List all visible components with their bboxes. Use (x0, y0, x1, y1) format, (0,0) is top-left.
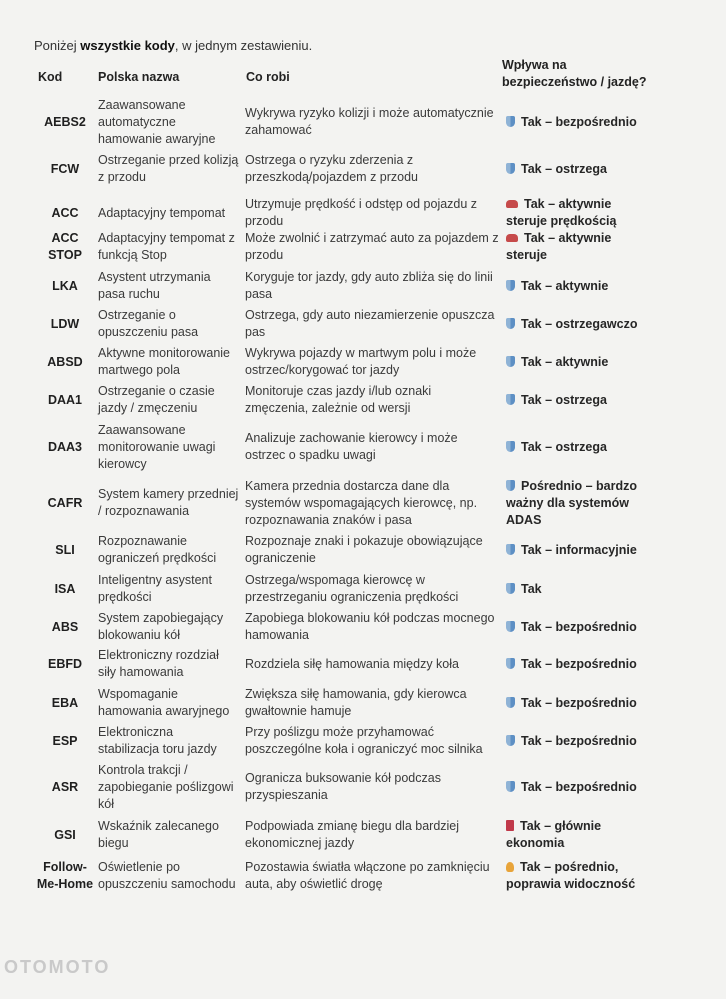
description-cell: Zapobiega blokowaniu kół podczas mocnego hamowania (245, 611, 495, 642)
code-cell: ACC STOP (48, 231, 82, 262)
description-cell: Pozostawia światła włączone po zamknięciu auta, aby oświetlić drogę (245, 860, 490, 891)
car-icon (506, 200, 518, 208)
description-cell: Podpowiada zmianę biegu dla bardziej ekonomicznej jazdy (245, 819, 460, 850)
description-cell: Kamera przednia dostarcza dane dla systemów wspomagających kierowcę, np. rozpoznawania znaków i pasa (245, 478, 478, 527)
polish-name-cell: Zaawansowane monitorowanie uwagi kierowcy (98, 422, 216, 471)
description-cell: Analizuje zachowanie kierowcy i może ostrzec o spadku uwagi (245, 431, 458, 462)
intro-text: Poniżej wszystkie kody, w jednym zestawieniu. (34, 38, 313, 53)
code-cell: AEBS2 (44, 114, 86, 129)
polish-name-cell: Wskaźnik zalecanego biegu (98, 819, 219, 850)
safety-impact-cell: Tak – bezpośrednio (506, 114, 656, 131)
safety-impact-cell: Tak – aktywnie steruje prędkością (506, 197, 617, 228)
safety-impact-cell: Tak – bezpośrednio (506, 619, 656, 636)
header-polska-nazwa: Polska nazwa (98, 70, 180, 84)
polish-name-cell: Ostrzeganie przed kolizją z przodu (98, 153, 239, 184)
safety-impact-cell: Tak – aktywnie (506, 354, 656, 371)
description-cell: Przy poślizgu może przyhamować poszczególne koła i ograniczyć moc silnika (245, 725, 483, 756)
safety-impact-cell: Tak – aktywnie steruje (506, 231, 612, 262)
car-icon (506, 234, 518, 242)
description-cell: Ostrzega o ryzyku zderzenia z przeszkodą/pojazdem z przodu (245, 153, 419, 184)
polish-name-cell: Inteligentny asystent prędkości (98, 573, 212, 604)
code-cell: ESP (52, 733, 78, 748)
description-cell: Ostrzega, gdy auto niezamierzenie opuszcza pas (245, 308, 495, 339)
description-cell: Koryguje tor jazdy, gdy auto zbliża się do linii pasa (245, 270, 493, 301)
safety-impact-cell: Tak – pośrednio, poprawia widoczność (506, 860, 636, 891)
code-cell: ISA (54, 581, 76, 596)
shield-icon (506, 441, 515, 452)
shield-icon (506, 280, 515, 291)
safety-impact-cell: Tak (506, 581, 656, 598)
safety-impact-cell: Tak – ostrzega (506, 161, 656, 178)
polish-name-cell: Elektroniczny rozdział siły hamowania (98, 648, 219, 679)
shield-icon (506, 697, 515, 708)
polish-name-cell: Adaptacyjny tempomat z funkcją Stop (98, 231, 235, 262)
polish-name-cell: Elektroniczna stabilizacja toru jazdy (98, 725, 217, 756)
code-cell: Follow- Me-Home (36, 860, 94, 891)
description-cell: Może zwolnić i zatrzymać auto za pojazdem z przodu (245, 231, 499, 262)
code-cell: DAA1 (47, 392, 83, 407)
header-kod: Kod (38, 70, 63, 84)
shield-icon (506, 544, 515, 555)
polish-name-cell: System kamery przedniej / rozpoznawania (98, 487, 239, 518)
shield-icon (506, 621, 515, 632)
polish-name-cell: Aktywne monitorowanie martwego pola (98, 346, 231, 377)
description-cell: Ogranicza buksowanie kół podczas przyspieszania (245, 771, 441, 802)
safety-impact-cell: Tak – bezpośrednio (506, 656, 656, 673)
fuel-icon (506, 820, 514, 831)
code-cell: LKA (52, 278, 78, 293)
code-cell: FCW (50, 161, 80, 176)
watermark: OTOMOTO (4, 957, 111, 977)
shield-icon (506, 318, 515, 329)
shield-icon (506, 583, 515, 594)
shield-icon (506, 116, 515, 127)
description-cell: Rozdziela siłę hamowania między koła (245, 656, 459, 671)
description-cell: Ostrzega/wspomaga kierowcę w przestrzeganiu ograniczenia prędkości (245, 573, 459, 604)
code-cell: EBA (51, 695, 79, 710)
polish-name-cell: System zapobiegający blokowaniu kół (98, 611, 224, 642)
polish-name-cell: Oświetlenie po opuszczeniu samochodu (98, 860, 236, 891)
description-cell: Rozpoznaje znaki i pokazuje obowiązujące ograniczenie (245, 534, 483, 565)
shield-icon (506, 394, 515, 405)
description-cell: Wykrywa pojazdy w martwym polu i może ostrzec/korygować tor jazdy (245, 346, 477, 377)
code-cell: ACC (51, 205, 79, 220)
safety-impact-cell: Tak – bezpośrednio (506, 733, 656, 750)
code-cell: ASR (51, 779, 79, 794)
polish-name-cell: Kontrola trakcji / zapobieganie poślizgowi kół (98, 762, 234, 811)
safety-impact-cell: Tak – ostrzega (506, 439, 656, 456)
code-cell: LDW (50, 316, 80, 331)
shield-icon (506, 480, 515, 491)
shield-icon (506, 735, 515, 746)
safety-impact-cell: Pośrednio – bardzo ważny dla systemów ADAS (506, 478, 637, 527)
description-cell: Wykrywa ryzyko kolizji i może automatycznie zahamować (245, 106, 494, 137)
safety-impact-cell: Tak – aktywnie (506, 278, 656, 295)
header-co-robi: Co robi (246, 70, 290, 84)
shield-icon (506, 781, 515, 792)
description-cell: Zwiększa siłę hamowania, gdy kierowca gwałtownie hamuje (245, 687, 467, 718)
polish-name-cell: Ostrzeganie o opuszczeniu pasa (98, 308, 199, 339)
polish-name-cell: Asystent utrzymania pasa ruchu (98, 270, 211, 301)
code-cell: CAFR (47, 495, 83, 510)
code-cell: DAA3 (47, 439, 83, 454)
code-cell: ABSD (47, 354, 83, 369)
polish-name-cell: Zaawansowane automatyczne hamowanie awaryjne (98, 97, 216, 146)
polish-name-cell: Rozpoznawanie ograniczeń prędkości (98, 534, 217, 565)
polish-name-cell: Ostrzeganie o czasie jazdy / zmęczeniu (98, 384, 215, 415)
safety-impact-cell: Tak – bezpośrednio (506, 779, 656, 796)
code-cell: EBFD (47, 656, 83, 671)
safety-impact-cell: Tak – ostrzega (506, 392, 656, 409)
safety-impact-cell: Tak – głównie ekonomia (506, 819, 602, 850)
shield-icon (506, 658, 515, 669)
shield-icon (506, 356, 515, 367)
code-cell: SLI (55, 542, 75, 557)
safety-impact-cell: Tak – informacyjnie (506, 542, 656, 559)
description-cell: Monitoruje czas jazdy i/lub oznaki zmęczenia, zależnie od wersji (245, 384, 432, 415)
safety-impact-cell: Tak – ostrzegawczo (506, 316, 656, 333)
shield-icon (506, 163, 515, 174)
bulb-icon (506, 862, 514, 872)
code-cell: GSI (54, 827, 76, 842)
header-wplywa: Wpływa na bezpieczeństwo / jazdę? (502, 58, 647, 89)
description-cell: Utrzymuje prędkość i odstęp od pojazdu z przodu (245, 197, 478, 228)
safety-impact-cell: Tak – bezpośrednio (506, 695, 656, 712)
polish-name-cell: Wspomaganie hamowania awaryjnego (98, 687, 230, 718)
code-cell: ABS (51, 619, 79, 634)
polish-name-cell: Adaptacyjny tempomat (98, 205, 226, 220)
